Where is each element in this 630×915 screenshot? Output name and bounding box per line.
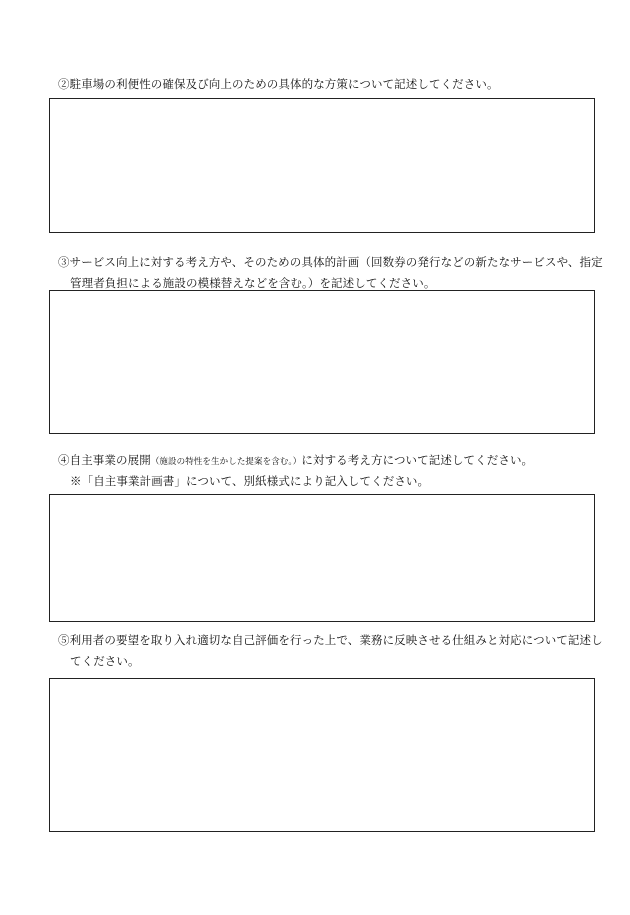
question-3-text-line-1: ③サービス向上に対する考え方や、そのための具体的計画（回数券の発行などの新たなサービスや、指定 — [58, 255, 603, 269]
question-5-text-line-1: ⑤利用者の要望を取り入れ適切な自己評価を行った上で、業務に反映させる仕組みと対応について記述し — [58, 633, 603, 647]
question-4-title-rest: に対する考え方について記述してください。 — [301, 453, 534, 467]
question-5-text-line-2: てください。 — [70, 654, 140, 668]
question-4-text-line-1 — [58, 450, 533, 473]
question-2-answer-box[interactable] — [49, 98, 595, 233]
question-4-note: ※「自主事業計画書」について、別紙様式により記入してください。 — [70, 474, 430, 488]
question-3-text-line-2: 管理者負担による施設の模様替えなどを含む。）を記述してください。 — [70, 276, 436, 290]
question-5-answer-box[interactable] — [49, 678, 595, 832]
question-4-answer-box[interactable] — [49, 494, 595, 622]
question-3-answer-box[interactable] — [49, 290, 595, 434]
question-2-text: ②駐車場の利便性の確保及び向上のための具体的な方策について記述してください。 — [58, 77, 499, 91]
question-4-title: ④自主事業の展開 — [58, 453, 151, 467]
question-4-parenthetical: （施設の特性を生かした提案を含む。） — [150, 457, 302, 467]
